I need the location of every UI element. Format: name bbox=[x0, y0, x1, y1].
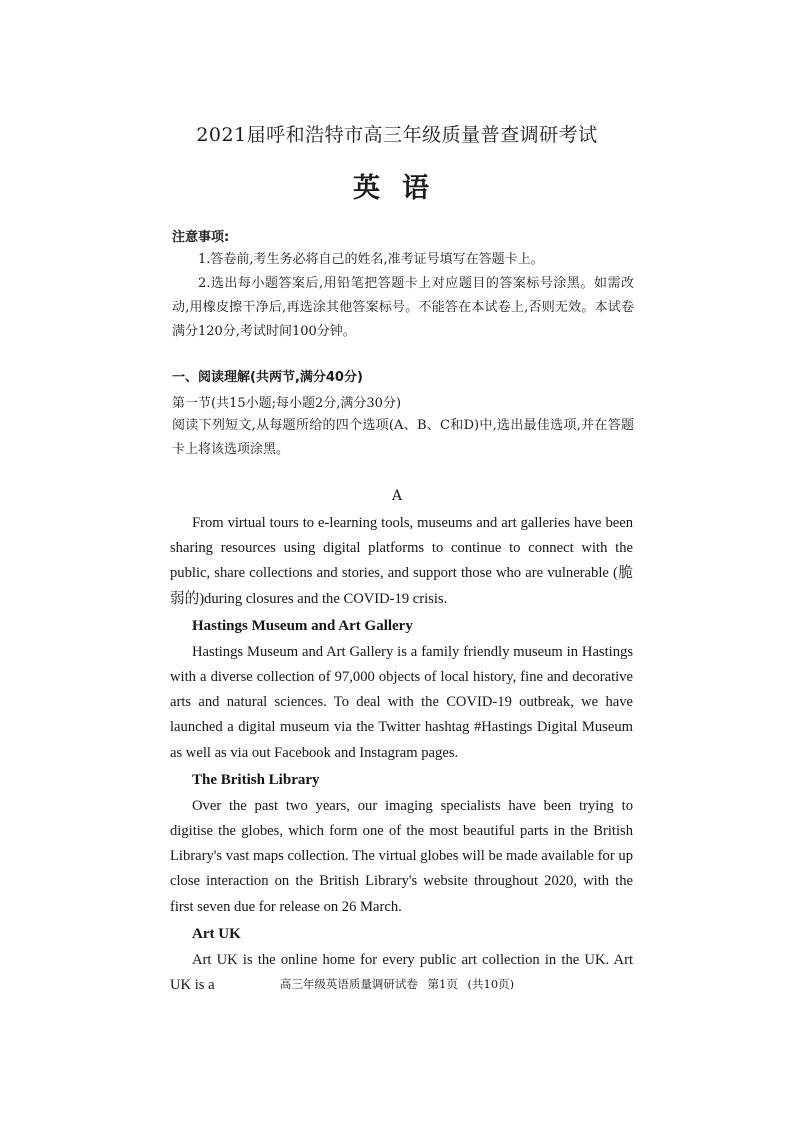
notes-item: 1.答卷前,考生务必将自己的姓名,准考证号填写在答题卡上。 bbox=[198, 252, 544, 267]
subject-title: 英语 bbox=[353, 173, 451, 204]
passage-subheading: Art UK bbox=[192, 925, 241, 942]
passage-paragraph: Over the past two years, our imaging specialists have been trying to digitise the globes, which form one of the most beautiful parts in the British Library's vast maps collection. The virtual globes will be made available for up close interaction on the British Library's website throughout 2020, with the first seven due for release on 26 March. bbox=[170, 797, 633, 915]
section-instructions: 阅读下列短文,从每题所给的四个选项(A、B、C和D)中,选出最佳选项,并在答题卡上将该选项涂黑。 bbox=[172, 418, 634, 457]
exam-title: 2021届呼和浩特市高三年级质量普查调研考试 bbox=[196, 124, 598, 146]
footer-page-number: 第1页 bbox=[427, 977, 458, 991]
page-footer bbox=[0, 976, 794, 992]
passage-paragraph: Art UK is the online home for every public art collection in the UK. Art UK is a bbox=[170, 951, 633, 994]
passage-label: A bbox=[391, 488, 403, 504]
passage-paragraph: Hastings Museum and Art Gallery is a family friendly museum in Hastings with a diverse collection of 97,000 objects of local history, fine and decorative arts and natural sciences. To deal with the COVID-19 outbreak, we have launched a digital museum via the Twitter hashtag #Hastings Digital Museum as well as via out Facebook and Instagram pages. bbox=[170, 643, 633, 761]
notes-list bbox=[172, 248, 634, 344]
notes-item: 2.选出每小题答案后,用铅笔把答题卡上对应题目的答案标号涂黑。如需改动,用橡皮擦干净后,再选涂其他答案标号。不能答在本试卷上,否则无效。本试卷满分120分,考试时间100分钟。 bbox=[172, 276, 634, 339]
passage-subheading: Hastings Museum and Art Gallery bbox=[192, 617, 413, 634]
section-part: 第一节(共15小题;每小题2分,满分30分) bbox=[172, 396, 402, 411]
footer-page-total: (共10页) bbox=[467, 977, 515, 991]
section-heading: 一、阅读理解(共两节,满分40分) bbox=[172, 370, 363, 385]
passage-subheading: The British Library bbox=[192, 771, 320, 788]
footer-paper-name: 高三年级英语质量调研试卷 bbox=[279, 977, 418, 991]
notes-heading: 注意事项: bbox=[172, 230, 230, 245]
passage-intro: From virtual tours to e-learning tools, museums and art galleries have been sharing resources using digital platforms to continue to connect with the public, share collections and stories, and support those who are vulnerable (脆弱的)during closures and the COVID-19 crisis. bbox=[170, 515, 633, 607]
passage-body bbox=[170, 511, 633, 998]
